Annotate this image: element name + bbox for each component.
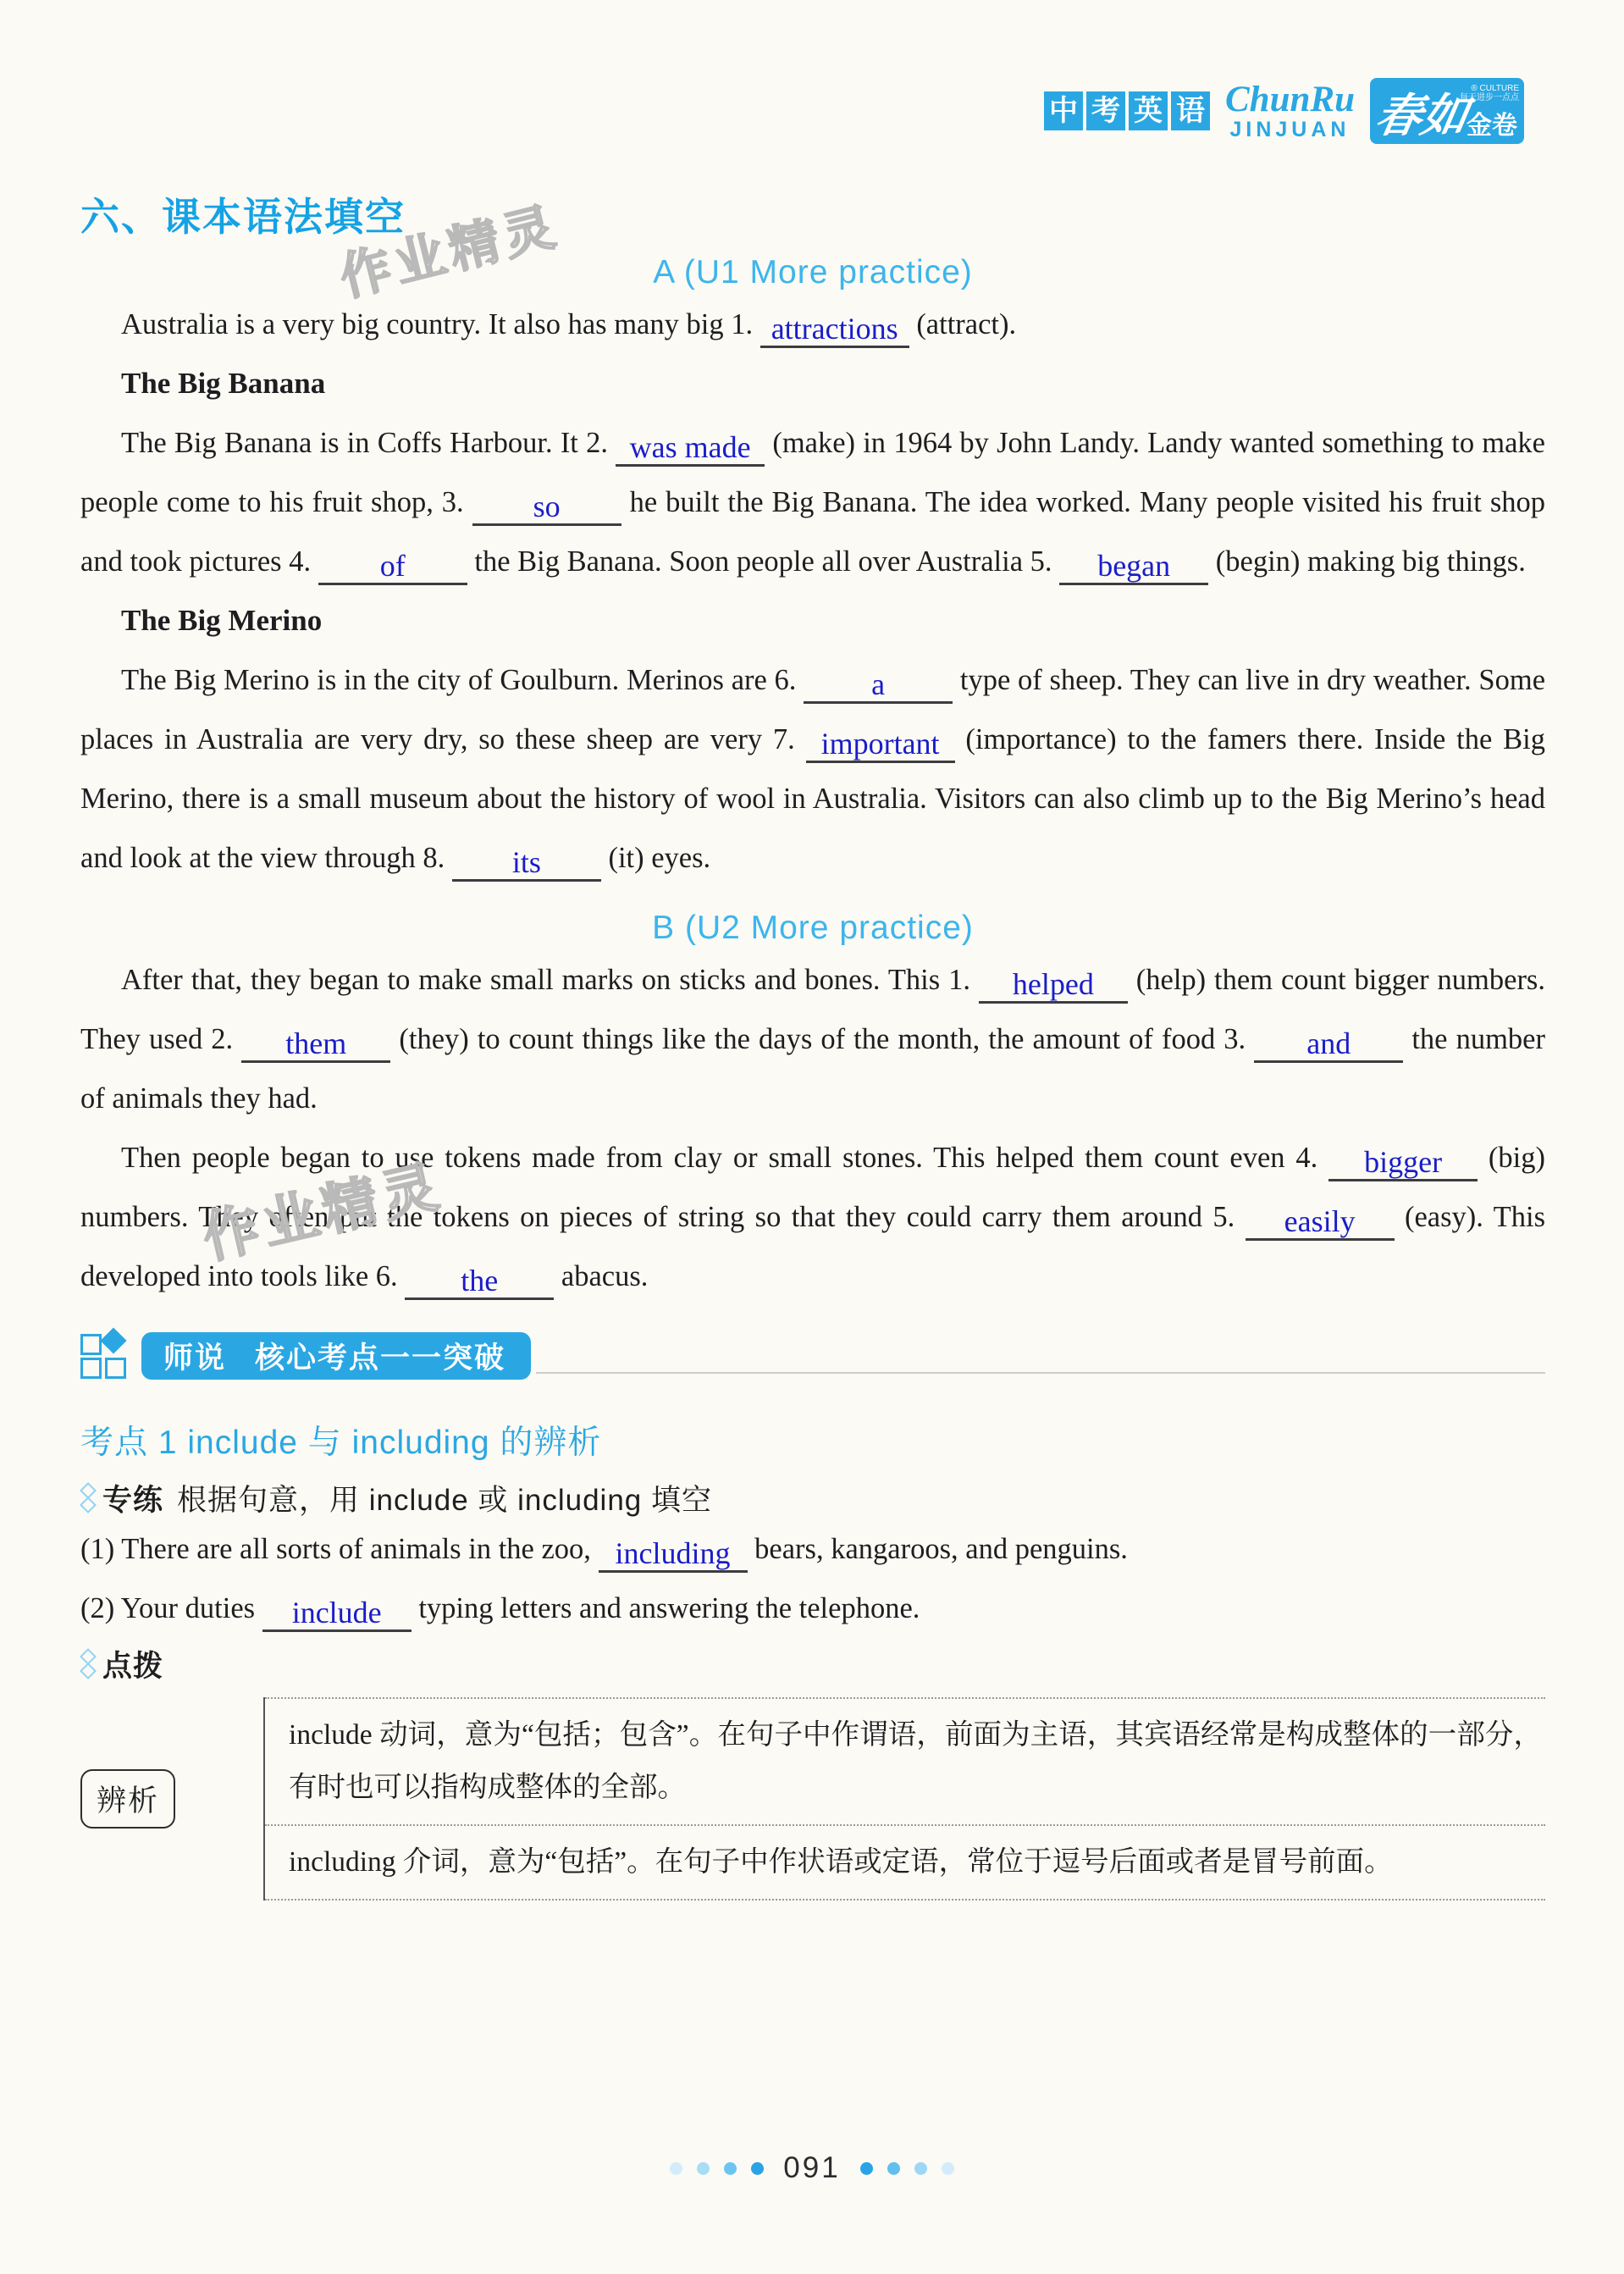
fill-blank-answer: a [804,669,953,704]
fill-blank-answer: include [262,1597,412,1632]
passage-subheading: The Big Merino [121,604,323,637]
watermark-text: 作业精灵 [334,196,566,307]
banner-title: 核心考点一一突破 [255,1342,506,1375]
watermark-text: 作业精灵 [196,1154,449,1270]
brand-logo-small-line2: 每天进步一点点 [1460,93,1519,102]
footer-dot [670,2162,682,2175]
passage-paragraph: The Big Banana is in Coffs Harbour. It 2. was made (make) in 1964 by John Landy. Landy wanted something to make people come to his fruit shop, 3. so he built the Big Banana. The idea worked. Many people visited his fruit shop and took pictures 4. of the Big Banana. Soon people all over Australia 5. began (begin) making big things. [80,413,1545,591]
grid-diamond-icon [80,1331,128,1380]
exam-title-boxes [1044,91,1210,130]
fill-blank-answer: the [405,1265,554,1300]
practice-label: 专练 [102,1484,164,1517]
exam-title-char: 考 [1086,91,1125,130]
footer-dot [697,2162,710,2175]
fill-blank-answer: helped [979,969,1128,1004]
passage-paragraph: After that, they began to make small marks on sticks and bones. This 1. helped (help) them count bigger numbers. They used 2. them (they) to count things like the days of the month, the amount of food 3. and the number of animals they had. [80,964,1545,1115]
practice-instruction: 根据句意，用 include 或 including 填空 [177,1484,712,1517]
footer-dot [860,2162,873,2175]
brand-logo [1370,78,1524,144]
teacher-banner [141,1332,531,1380]
footer-dot [914,2162,927,2175]
page-footer [0,2151,1624,2185]
exam-point-heading: 考点 1 include 与 including 的辨析 [80,1425,602,1461]
teacher-banner-row [80,1331,1545,1380]
passage-paragraph: Australia is a very big country. It also has many big 1. attractions (attract). [80,295,1545,354]
fill-blank-answer: its [452,847,601,882]
part-a-heading: A (U1 More practice) [653,254,973,290]
fill-blank-answer: bigger [1328,1147,1478,1181]
analysis-table [263,1697,1545,1901]
fill-blank-answer: easily [1246,1206,1395,1241]
fill-blank-answer: important [806,728,955,763]
double-diamond-icon [80,1483,96,1513]
page-header [1044,78,1524,144]
question-1: (1) There are all sorts of animals in the zoo, including bears, kangaroos, and penguins. [80,1519,1545,1579]
analysis-row: including 介词，意为“包括”。在句子中作状语或定语，常位于逗号后面或者是冒号前面。 [265,1824,1545,1901]
analysis-label: 辨析 [80,1769,175,1829]
fill-blank-answer: was made [616,432,765,467]
double-diamond-icon [80,1649,96,1679]
fill-blank-answer: them [241,1028,390,1063]
tips-row [80,1643,1545,1685]
brand-logo-gold-text: 金卷 [1467,112,1517,140]
brand-logo-brush-text: 春如 [1371,91,1472,141]
banner-rule-line [536,1372,1545,1374]
page-content [80,0,1545,1901]
passage-subheading: The Big Banana [121,367,326,400]
footer-dot [942,2162,954,2175]
brand-name [1225,81,1355,141]
brand-script-text: ChunRu [1224,80,1355,119]
brand-caps-text: JINJUAN [1229,118,1351,141]
exam-title-char: 中 [1044,91,1083,130]
fill-blank-answer: so [472,491,621,526]
analysis-box [80,1697,1545,1901]
section-title: 六、课本语法填空 [80,195,406,239]
fill-blank-answer: and [1254,1028,1403,1063]
fill-blank-answer: attractions [760,313,909,348]
tips-label: 点拨 [102,1650,164,1683]
page-number: 091 [783,2151,841,2184]
fill-blank-answer: began [1059,551,1208,585]
brand-logo-small-line1: ® CULTURE [1471,84,1519,93]
exam-title-char: 英 [1129,91,1168,130]
passage-paragraph: The Big Merino is in the city of Goulburn. Merinos are 6. a type of sheep. They can live in dry weather. Some places in Australia are very dry, so these sheep are very 7. important (importance) to the famers there. Inside the Big Merino, there is a small museum about the history of wool in Australia. Visitors can also climb up to the Big Merino’s head and look at the view through 8. its (it) eyes. [80,650,1545,888]
footer-dot [887,2162,900,2175]
part-b-heading: B (U2 More practice) [652,910,974,946]
footer-dot [724,2162,737,2175]
banner-label: 师说 [163,1342,227,1375]
fill-blank-answer: of [318,551,467,585]
footer-dot [751,2162,764,2175]
question-2: (2) Your duties include typing letters and answering the telephone. [80,1579,1545,1638]
practice-row [80,1477,1545,1519]
fill-blank-answer: including [599,1538,748,1573]
brand-logo-small-text [1460,84,1519,102]
passage-paragraph: Then people began to use tokens made from clay or small stones. This helped them count even 4. bigger (big) numbers. They often put the tokens on pieces of string so that they could carry them around 5. easily (easy). This developed into tools like 6. the abacus. [80,1128,1545,1306]
analysis-row: include 动词，意为“包括；包含”。在句子中作谓语，前面为主语，其宾语经常是构成整体的一部分，有时也可以指构成整体的全部。 [265,1697,1545,1824]
part-a-passage [80,295,1545,888]
exam-title-char: 语 [1171,91,1210,130]
